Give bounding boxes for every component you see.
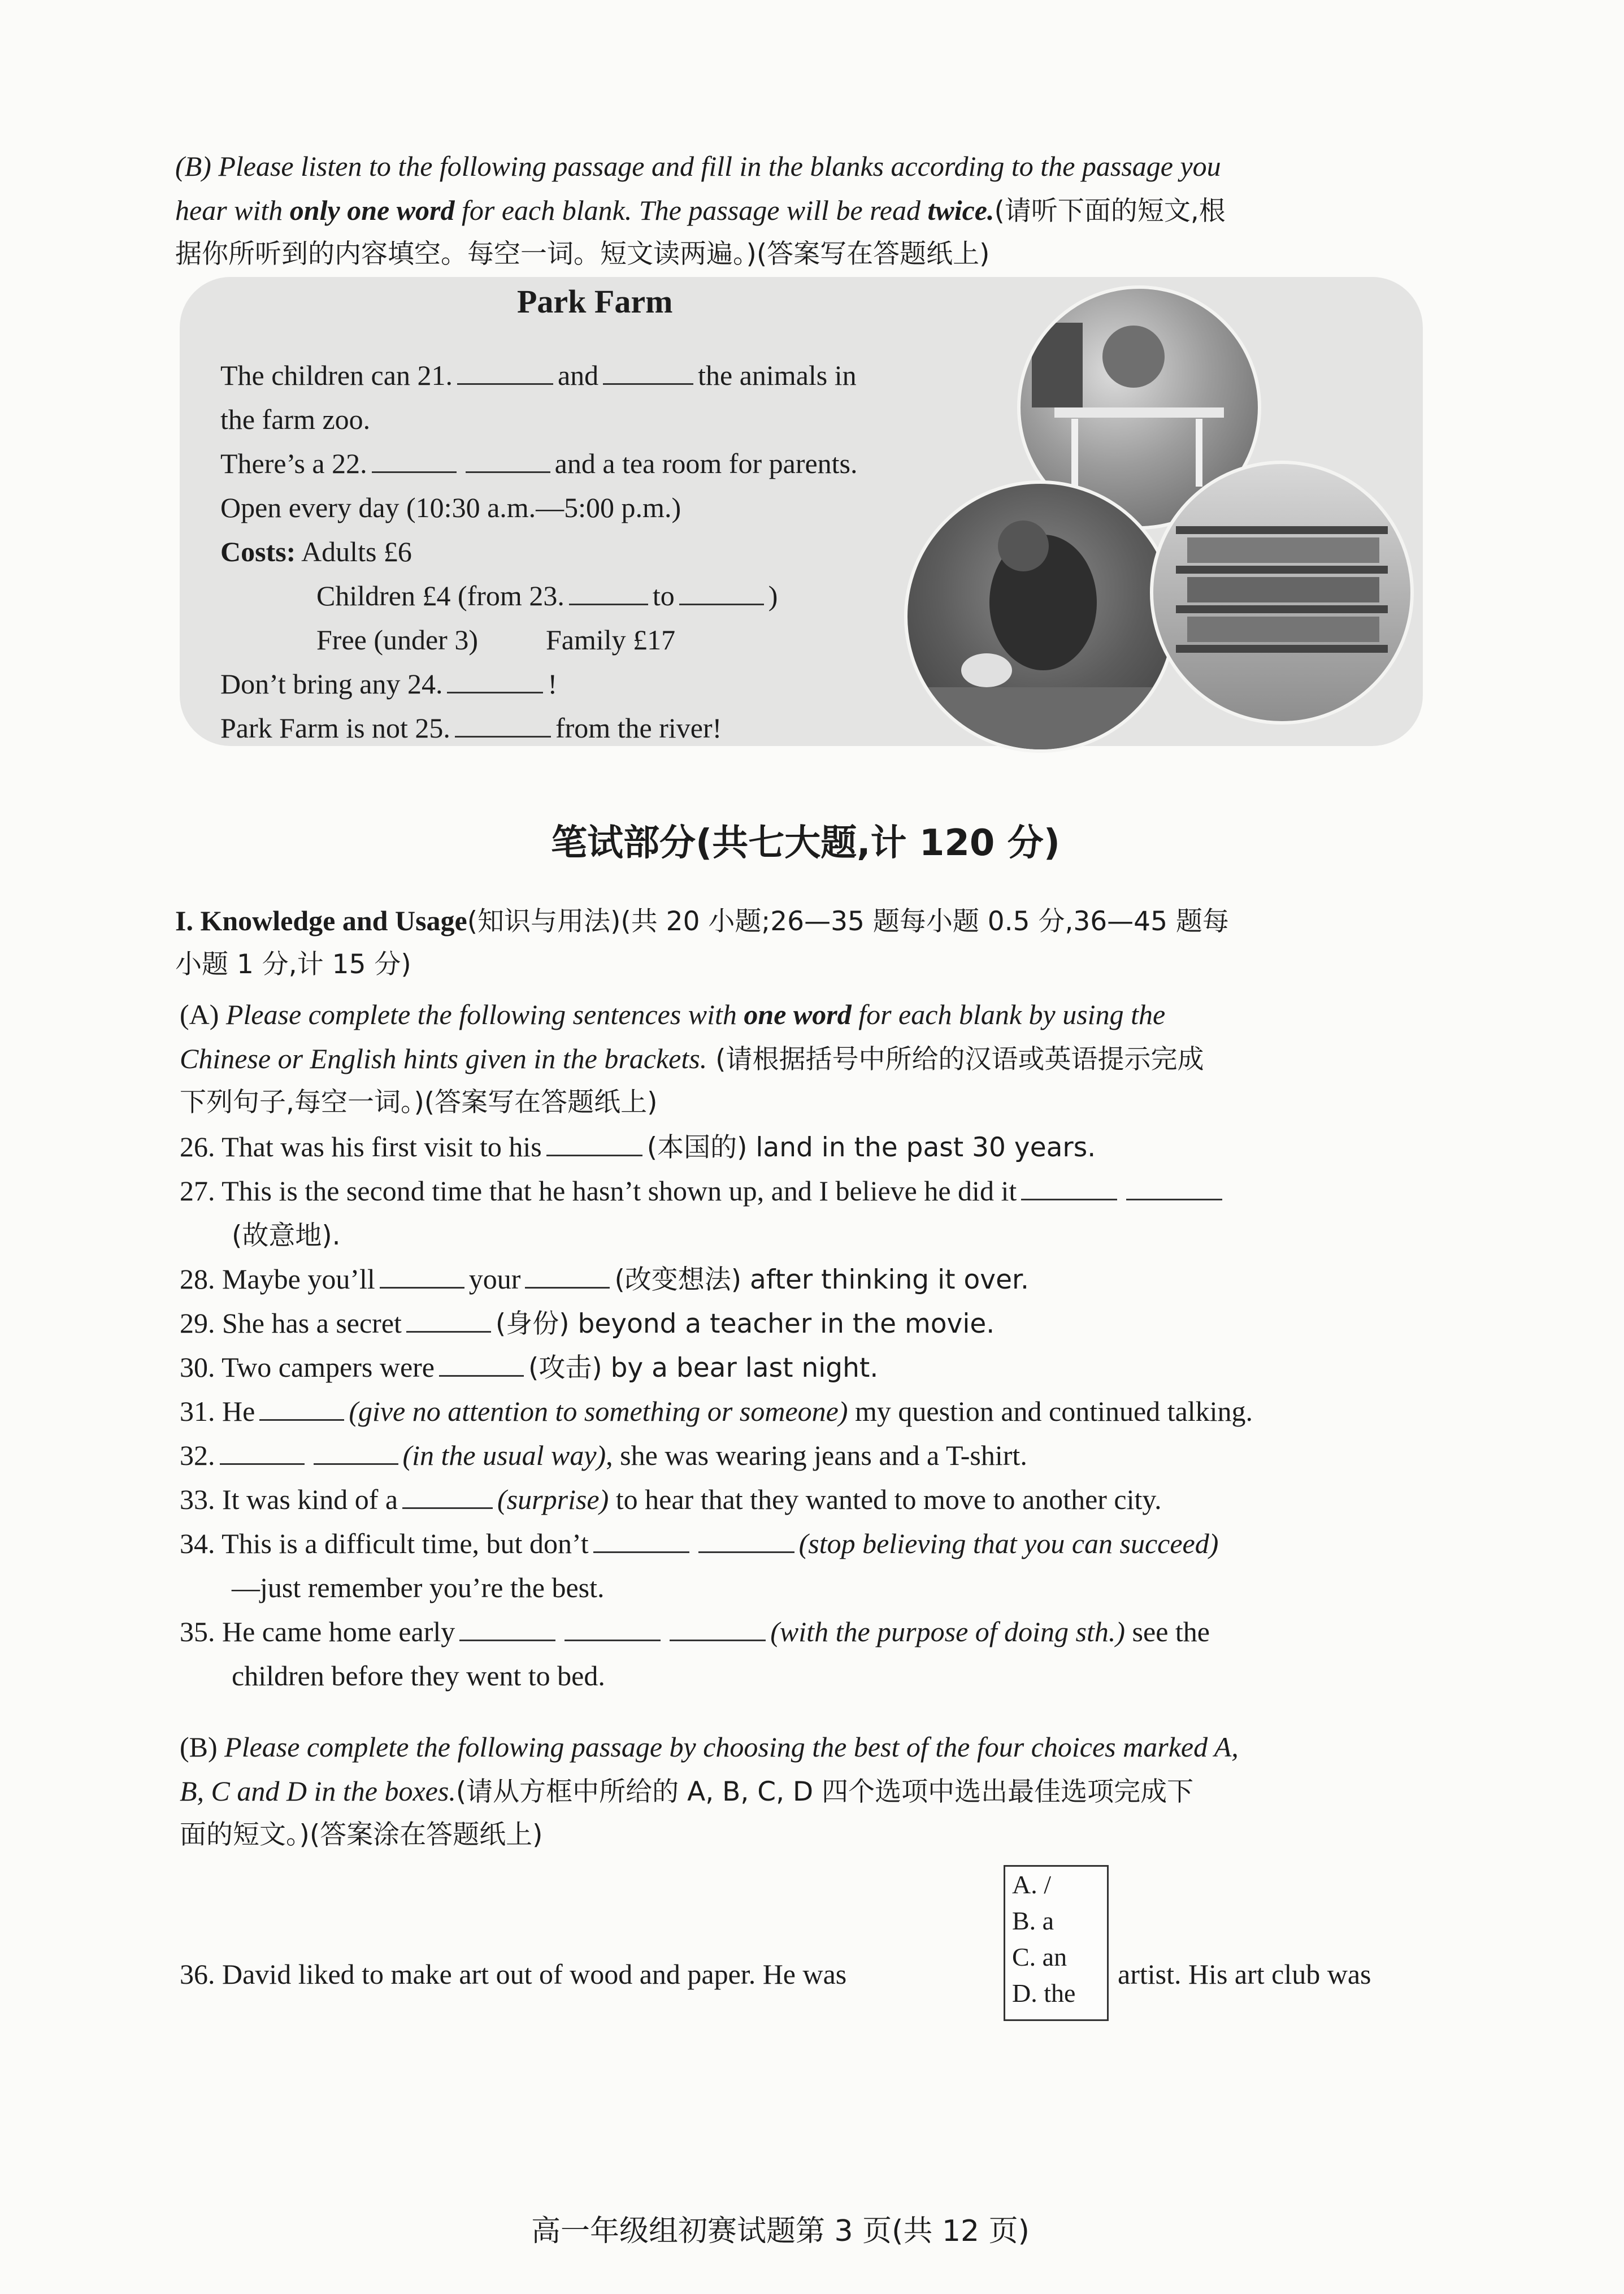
- farm-line-open: Open every day (10:30 a.m.—5:00 p.m.): [220, 492, 681, 523]
- question-text: your: [468, 1263, 521, 1295]
- part-b-instructions-line-2: [180, 1769, 1440, 1814]
- question-text: children before they went to bed.: [232, 1660, 605, 1692]
- child-with-animal-photo: [904, 480, 1176, 753]
- question-text: 27. This is the second time that he hasn’t shown up, and I believe he did it: [180, 1175, 1017, 1207]
- question-32: [180, 1433, 1027, 1477]
- question-text: —just remember you’re the best.: [232, 1572, 605, 1603]
- park-farm-title: Park Farm: [517, 283, 673, 320]
- instruction-text: (B) Please listen to the following passage and fill in the blanks according to the passage you: [175, 150, 1221, 182]
- farm-line-25: [220, 706, 722, 750]
- farm-text: to: [652, 580, 675, 612]
- question-text: to hear that they wanted to move to another city.: [609, 1484, 1162, 1515]
- instruction-text: Chinese or English hints given in the brackets.: [180, 1043, 707, 1074]
- answer-blank[interactable]: [698, 1528, 794, 1553]
- farm-text: There’s a 22.: [220, 448, 367, 479]
- answer-blank[interactable]: [525, 1263, 610, 1289]
- answer-blank[interactable]: [459, 1616, 555, 1641]
- question-29: [180, 1301, 995, 1346]
- farm-line-costs: [220, 530, 412, 574]
- farm-text: ): [768, 580, 778, 612]
- question-27: [180, 1169, 1227, 1213]
- answer-blank[interactable]: [565, 1616, 661, 1641]
- farm-text: Don’t bring any 24.: [220, 668, 443, 700]
- instruction-text: B, C and D in the boxes.: [180, 1775, 456, 1807]
- question-text: , she was wearing jeans and a T-shirt.: [606, 1439, 1027, 1471]
- answer-blank[interactable]: [259, 1395, 344, 1421]
- question-33: [180, 1477, 1162, 1521]
- question-text: see the: [1125, 1616, 1210, 1647]
- question-hint: (本国的) land in the past 30 years.: [646, 1132, 1096, 1163]
- farm-line-free: [316, 618, 675, 662]
- listening-instructions-line-3: 据你所听到的内容填空。每空一词。短文读两遍。)(答案写在答题纸上): [175, 238, 990, 270]
- answer-blank[interactable]: [439, 1351, 524, 1377]
- blank-25[interactable]: [455, 712, 551, 738]
- part1-heading-cn: (知识与用法)(共 20 小题;26—35 题每小题 0.5 分,36—45 题每: [467, 906, 1229, 937]
- question-36: [180, 1952, 846, 1996]
- part-b-instructions-line-3: 面的短文。)(答案涂在答题纸上): [180, 1819, 543, 1850]
- farm-text: from the river!: [555, 712, 722, 744]
- question-27-hint: [232, 1213, 341, 1258]
- shop-shelves-illustration: [1153, 464, 1410, 721]
- instruction-text: Please complete the following passage by choosing the best of the four choices marked A,: [224, 1731, 1239, 1763]
- instruction-text: (B): [180, 1731, 225, 1763]
- blank-21b[interactable]: [603, 359, 693, 385]
- answer-blank[interactable]: [1126, 1175, 1222, 1200]
- question-text: 31. He: [180, 1395, 255, 1427]
- page-footer: 高一年级组初赛试题第 3 页(共 12 页): [531, 2214, 1030, 2248]
- q36-option-d[interactable]: D. the: [1012, 1979, 1076, 2007]
- farm-text: Free (under 3): [316, 624, 478, 656]
- farm-text: The children can 21.: [220, 359, 453, 391]
- question-36-continued: [1118, 1952, 1371, 1996]
- child-illustration: [907, 484, 1173, 749]
- blank-24[interactable]: [447, 668, 543, 693]
- question-34-line-2: [232, 1566, 605, 1610]
- answer-blank[interactable]: [380, 1263, 464, 1289]
- question-hint: (攻击) by a bear last night.: [528, 1352, 879, 1384]
- farm-text: the animals in: [698, 359, 857, 391]
- farm-shop-photo: [1150, 461, 1414, 725]
- q36-option-b[interactable]: B. a: [1012, 1906, 1054, 1935]
- instruction-text: hear with: [175, 194, 290, 226]
- question-text: 30. Two campers were: [180, 1351, 435, 1383]
- farm-line-24: [220, 662, 557, 706]
- instruction-emphasis: one word: [744, 999, 852, 1030]
- question-text: 34. This is a difficult time, but don’t: [180, 1528, 589, 1559]
- question-text: my question and continued talking.: [848, 1395, 1253, 1427]
- answer-blank[interactable]: [546, 1131, 642, 1156]
- part1-heading-line-2: 小题 1 分,计 15 分): [175, 949, 411, 980]
- part-b-instructions-line-1: [180, 1725, 1440, 1769]
- farm-text: !: [548, 668, 558, 700]
- answer-blank[interactable]: [670, 1616, 766, 1641]
- costs-label: Costs:: [220, 536, 296, 567]
- answer-blank[interactable]: [1021, 1175, 1117, 1200]
- answer-blank[interactable]: [593, 1528, 689, 1553]
- listening-instructions-line-2: [175, 188, 1435, 233]
- farm-line-21: [220, 353, 857, 397]
- question-hint: (stop believing that you can succeed): [798, 1528, 1219, 1559]
- part-a-instructions-line-2: [180, 1037, 1440, 1082]
- instruction-emphasis: twice.: [927, 194, 995, 226]
- question-hint: (改变想法) after thinking it over.: [614, 1264, 1029, 1295]
- part-a-instructions-line-1: [180, 992, 1440, 1037]
- question-text: 36. David liked to make art out of wood and paper. He was: [180, 1958, 847, 1990]
- farm-text: and: [557, 359, 599, 391]
- question-hint: (in the usual way): [402, 1439, 606, 1471]
- question-hint: (身份) beyond a teacher in the movie.: [495, 1308, 995, 1339]
- instruction-text: for each blank by using the: [851, 999, 1166, 1030]
- answer-blank[interactable]: [314, 1439, 398, 1465]
- blank-22b[interactable]: [466, 448, 550, 473]
- instruction-chinese: (请听下面的短文,根: [994, 196, 1226, 227]
- answer-blank[interactable]: [220, 1439, 305, 1465]
- instruction-emphasis: only one word: [289, 194, 455, 226]
- part1-heading: [175, 899, 1435, 944]
- blank-21a[interactable]: [457, 359, 553, 385]
- instruction-chinese: (请从方框中所给的 A, B, C, D 四个选项中选出最佳选项完成下: [455, 1776, 1194, 1807]
- instruction-text: (A): [180, 999, 226, 1030]
- question-text: 29. She has a secret: [180, 1307, 402, 1339]
- question-text: 28. Maybe you’ll: [180, 1263, 375, 1295]
- farm-line-zoo: the farm zoo.: [220, 404, 371, 435]
- answer-blank[interactable]: [406, 1307, 491, 1333]
- listening-instructions-line-1: [175, 144, 1435, 188]
- q36-option-c[interactable]: C. an: [1012, 1942, 1067, 1971]
- question-35: [180, 1610, 1210, 1654]
- blank-23b[interactable]: [679, 580, 764, 605]
- question-hint: (give no attention to something or someone): [349, 1395, 848, 1427]
- question-28: [180, 1257, 1029, 1302]
- question-34: [180, 1521, 1218, 1566]
- farm-text: Park Farm is not 25.: [220, 712, 450, 744]
- blank-23a[interactable]: [569, 580, 648, 605]
- q36-option-a[interactable]: A. /: [1012, 1870, 1051, 1899]
- question-26: [180, 1125, 1096, 1170]
- question-text: artist. His art club was: [1118, 1958, 1371, 1990]
- farm-text: Family £17: [546, 624, 676, 656]
- question-text: 32.: [180, 1439, 215, 1471]
- question-31: [180, 1389, 1253, 1433]
- part-a-instructions-line-3: 下列句子,每空一词。)(答案写在答题纸上): [180, 1087, 658, 1118]
- question-hint: (故意地).: [232, 1220, 341, 1251]
- question-hint: (surprise): [497, 1484, 609, 1515]
- question-text: 26. That was his first visit to his: [180, 1131, 542, 1163]
- instruction-text: for each blank. The passage will be read: [454, 194, 928, 226]
- farm-text: Adults £6: [296, 536, 412, 567]
- question-hint: (with the purpose of doing sth.): [770, 1616, 1126, 1647]
- question-text: 33. It was kind of a: [180, 1484, 398, 1515]
- part1-heading-en: I. Knowledge and Usage: [175, 905, 467, 936]
- farm-text: and a tea room for parents.: [554, 448, 858, 479]
- question-35-line-2: [232, 1654, 605, 1698]
- instruction-text: Please complete the following sentences with: [225, 999, 744, 1030]
- farm-text: Children £4 (from 23.: [316, 580, 565, 612]
- written-section-title: 笔试部分(共七大题,计 120 分): [551, 822, 1060, 864]
- farm-line-22: [220, 441, 858, 485]
- farm-line-23: [316, 574, 778, 618]
- answer-blank[interactable]: [402, 1484, 493, 1509]
- question-text: 35. He came home early: [180, 1616, 455, 1647]
- instruction-chinese: (请根据括号中所给的汉语或英语提示完成: [707, 1044, 1204, 1075]
- blank-22a[interactable]: [372, 448, 457, 473]
- q36-options-box: [1004, 1865, 1109, 2021]
- question-30: [180, 1345, 878, 1390]
